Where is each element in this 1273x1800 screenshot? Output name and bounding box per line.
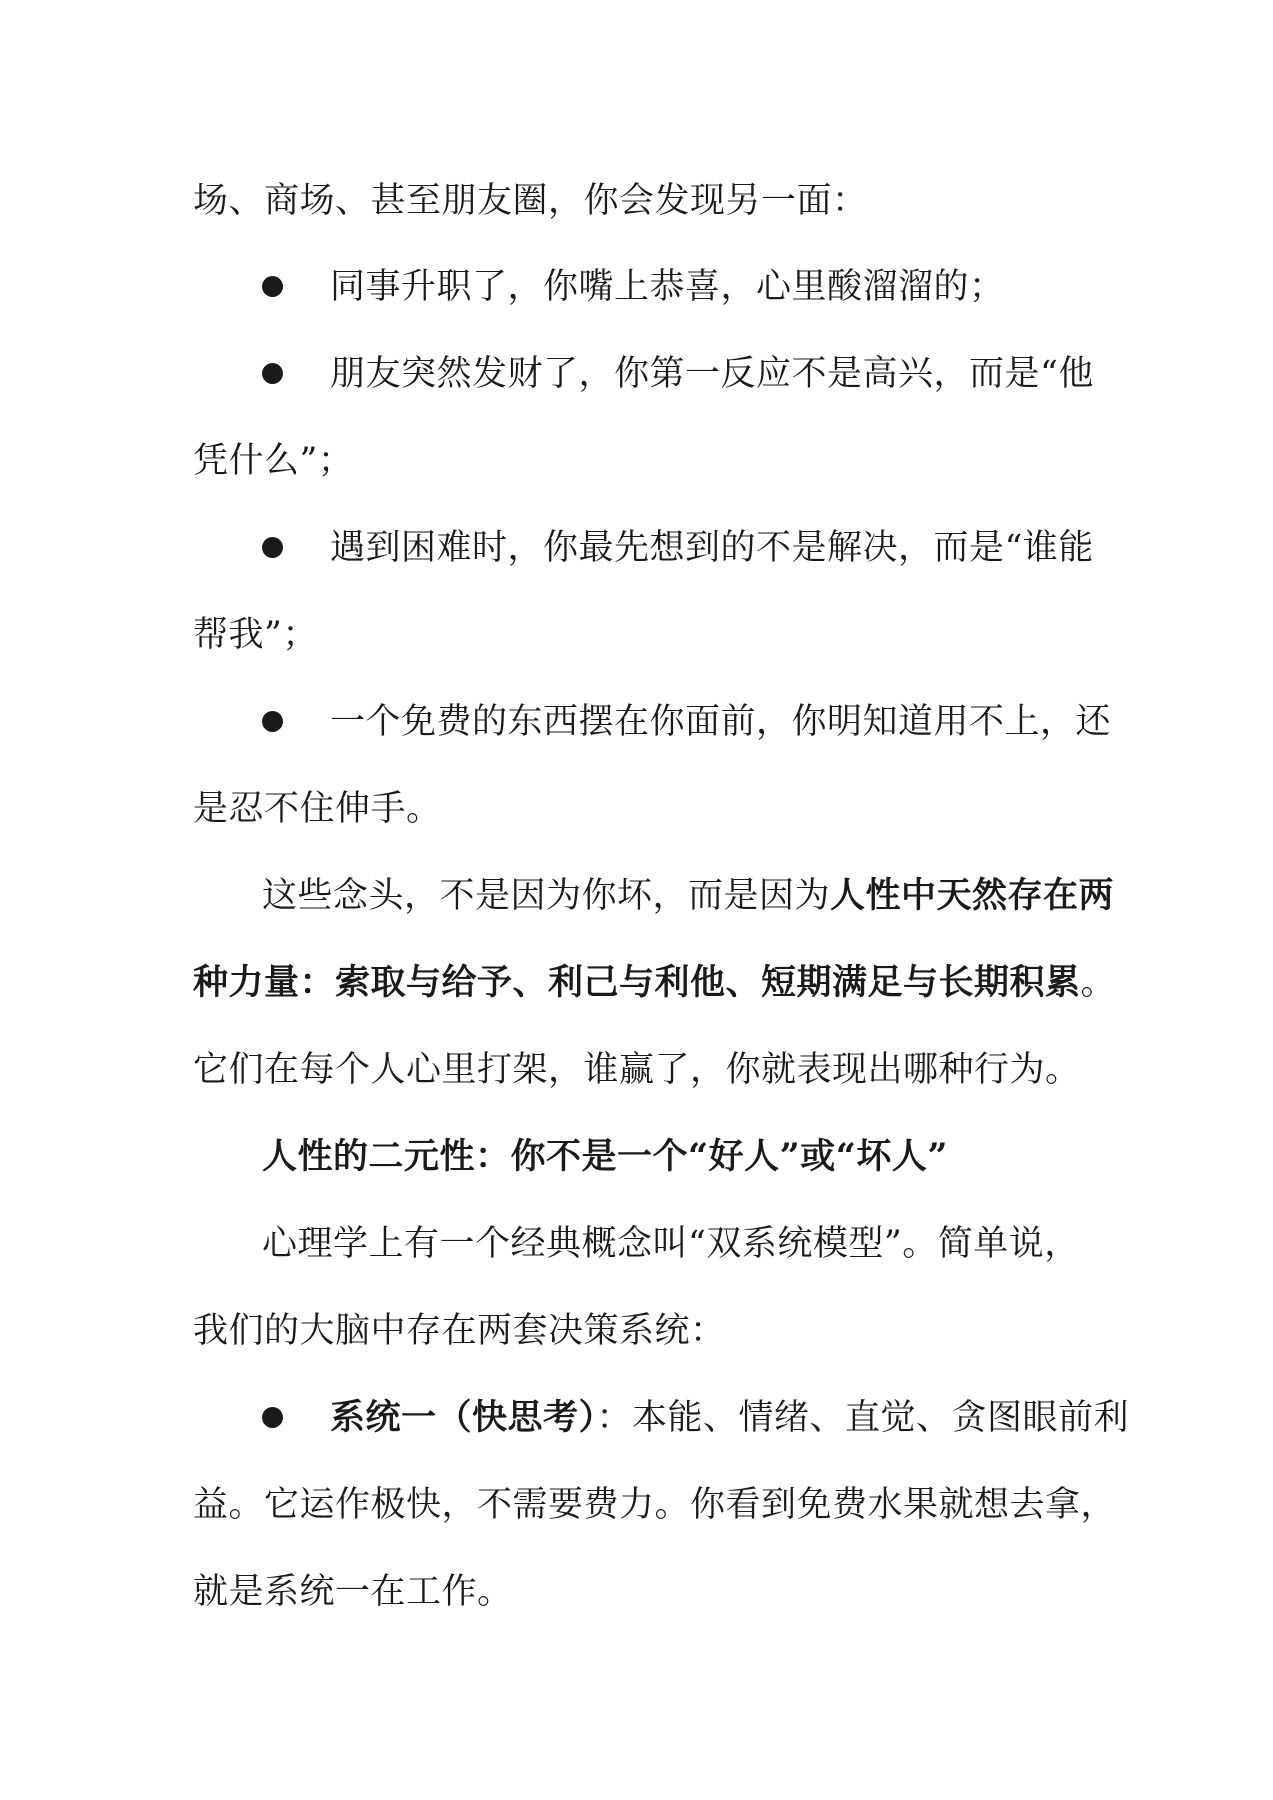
bullet-item-friend: 朋友突然发财了，你第一反应不是高兴，而是“他 xyxy=(330,354,1094,394)
bullet-icon xyxy=(262,537,283,558)
paragraph-2-line-2: 我们的大脑中存在两套决策系统： xyxy=(193,1311,726,1351)
paragraph-1-text: 这些念头，不是因为你坏，而是因为 xyxy=(262,876,831,916)
paragraph-1-period: 。 xyxy=(1080,963,1117,1003)
paragraph-1-line-2 xyxy=(193,958,1117,1008)
bullet-icon xyxy=(262,363,283,384)
bullet-item-system-one xyxy=(330,1393,1230,1443)
bullet-icon xyxy=(262,711,283,732)
system-one-label: 系统一（快思考） xyxy=(330,1397,597,1438)
intro-line: 场、商场、甚至朋友圈，你会发现另一面： xyxy=(193,181,868,221)
bullet-icon xyxy=(262,1407,283,1428)
bullet-item-difficulty-cont: 帮我”； xyxy=(193,615,318,655)
paragraph-1-emphasis-cont: 种力量：索取与给予、利己与利他、短期满足与长期积累 xyxy=(193,962,1081,1003)
bullet-item-colleague: 同事升职了，你嘴上恭喜，心里酸溜溜的； xyxy=(330,267,1005,307)
bullet-icon xyxy=(262,276,283,297)
paragraph-2-line-1: 心理学上有一个经典概念叫“双系统模型”。简单说， xyxy=(262,1224,1080,1264)
paragraph-1-line-1 xyxy=(262,871,1162,921)
paragraph-1-emphasis: 人性中天然存在两 xyxy=(830,875,1115,916)
bullet-item-free-stuff: 一个免费的东西摆在你面前，你明知道用不上，还 xyxy=(330,702,1112,742)
paragraph-1-line-3: 它们在每个人心里打架，谁赢了，你就表现出哪种行为。 xyxy=(193,1050,1081,1090)
section-heading: 人性的二元性：你不是一个“好人”或“坏人” xyxy=(262,1136,949,1177)
bullet-item-difficulty: 遇到困难时，你最先想到的不是解决，而是“谁能 xyxy=(330,528,1094,568)
bullet-item-system-one-cont-2: 就是系统一在工作。 xyxy=(193,1572,513,1612)
bullet-item-friend-cont: 凭什么”； xyxy=(193,441,354,481)
bullet-item-system-one-cont: 益。它运作极快，不需要费力。你看到免费水果就想去拿， xyxy=(193,1485,1117,1525)
bullet-item-free-stuff-cont: 是忍不住伸手。 xyxy=(193,789,442,829)
system-one-description: ：本能、情绪、直觉、贪图眼前利 xyxy=(596,1398,1130,1438)
